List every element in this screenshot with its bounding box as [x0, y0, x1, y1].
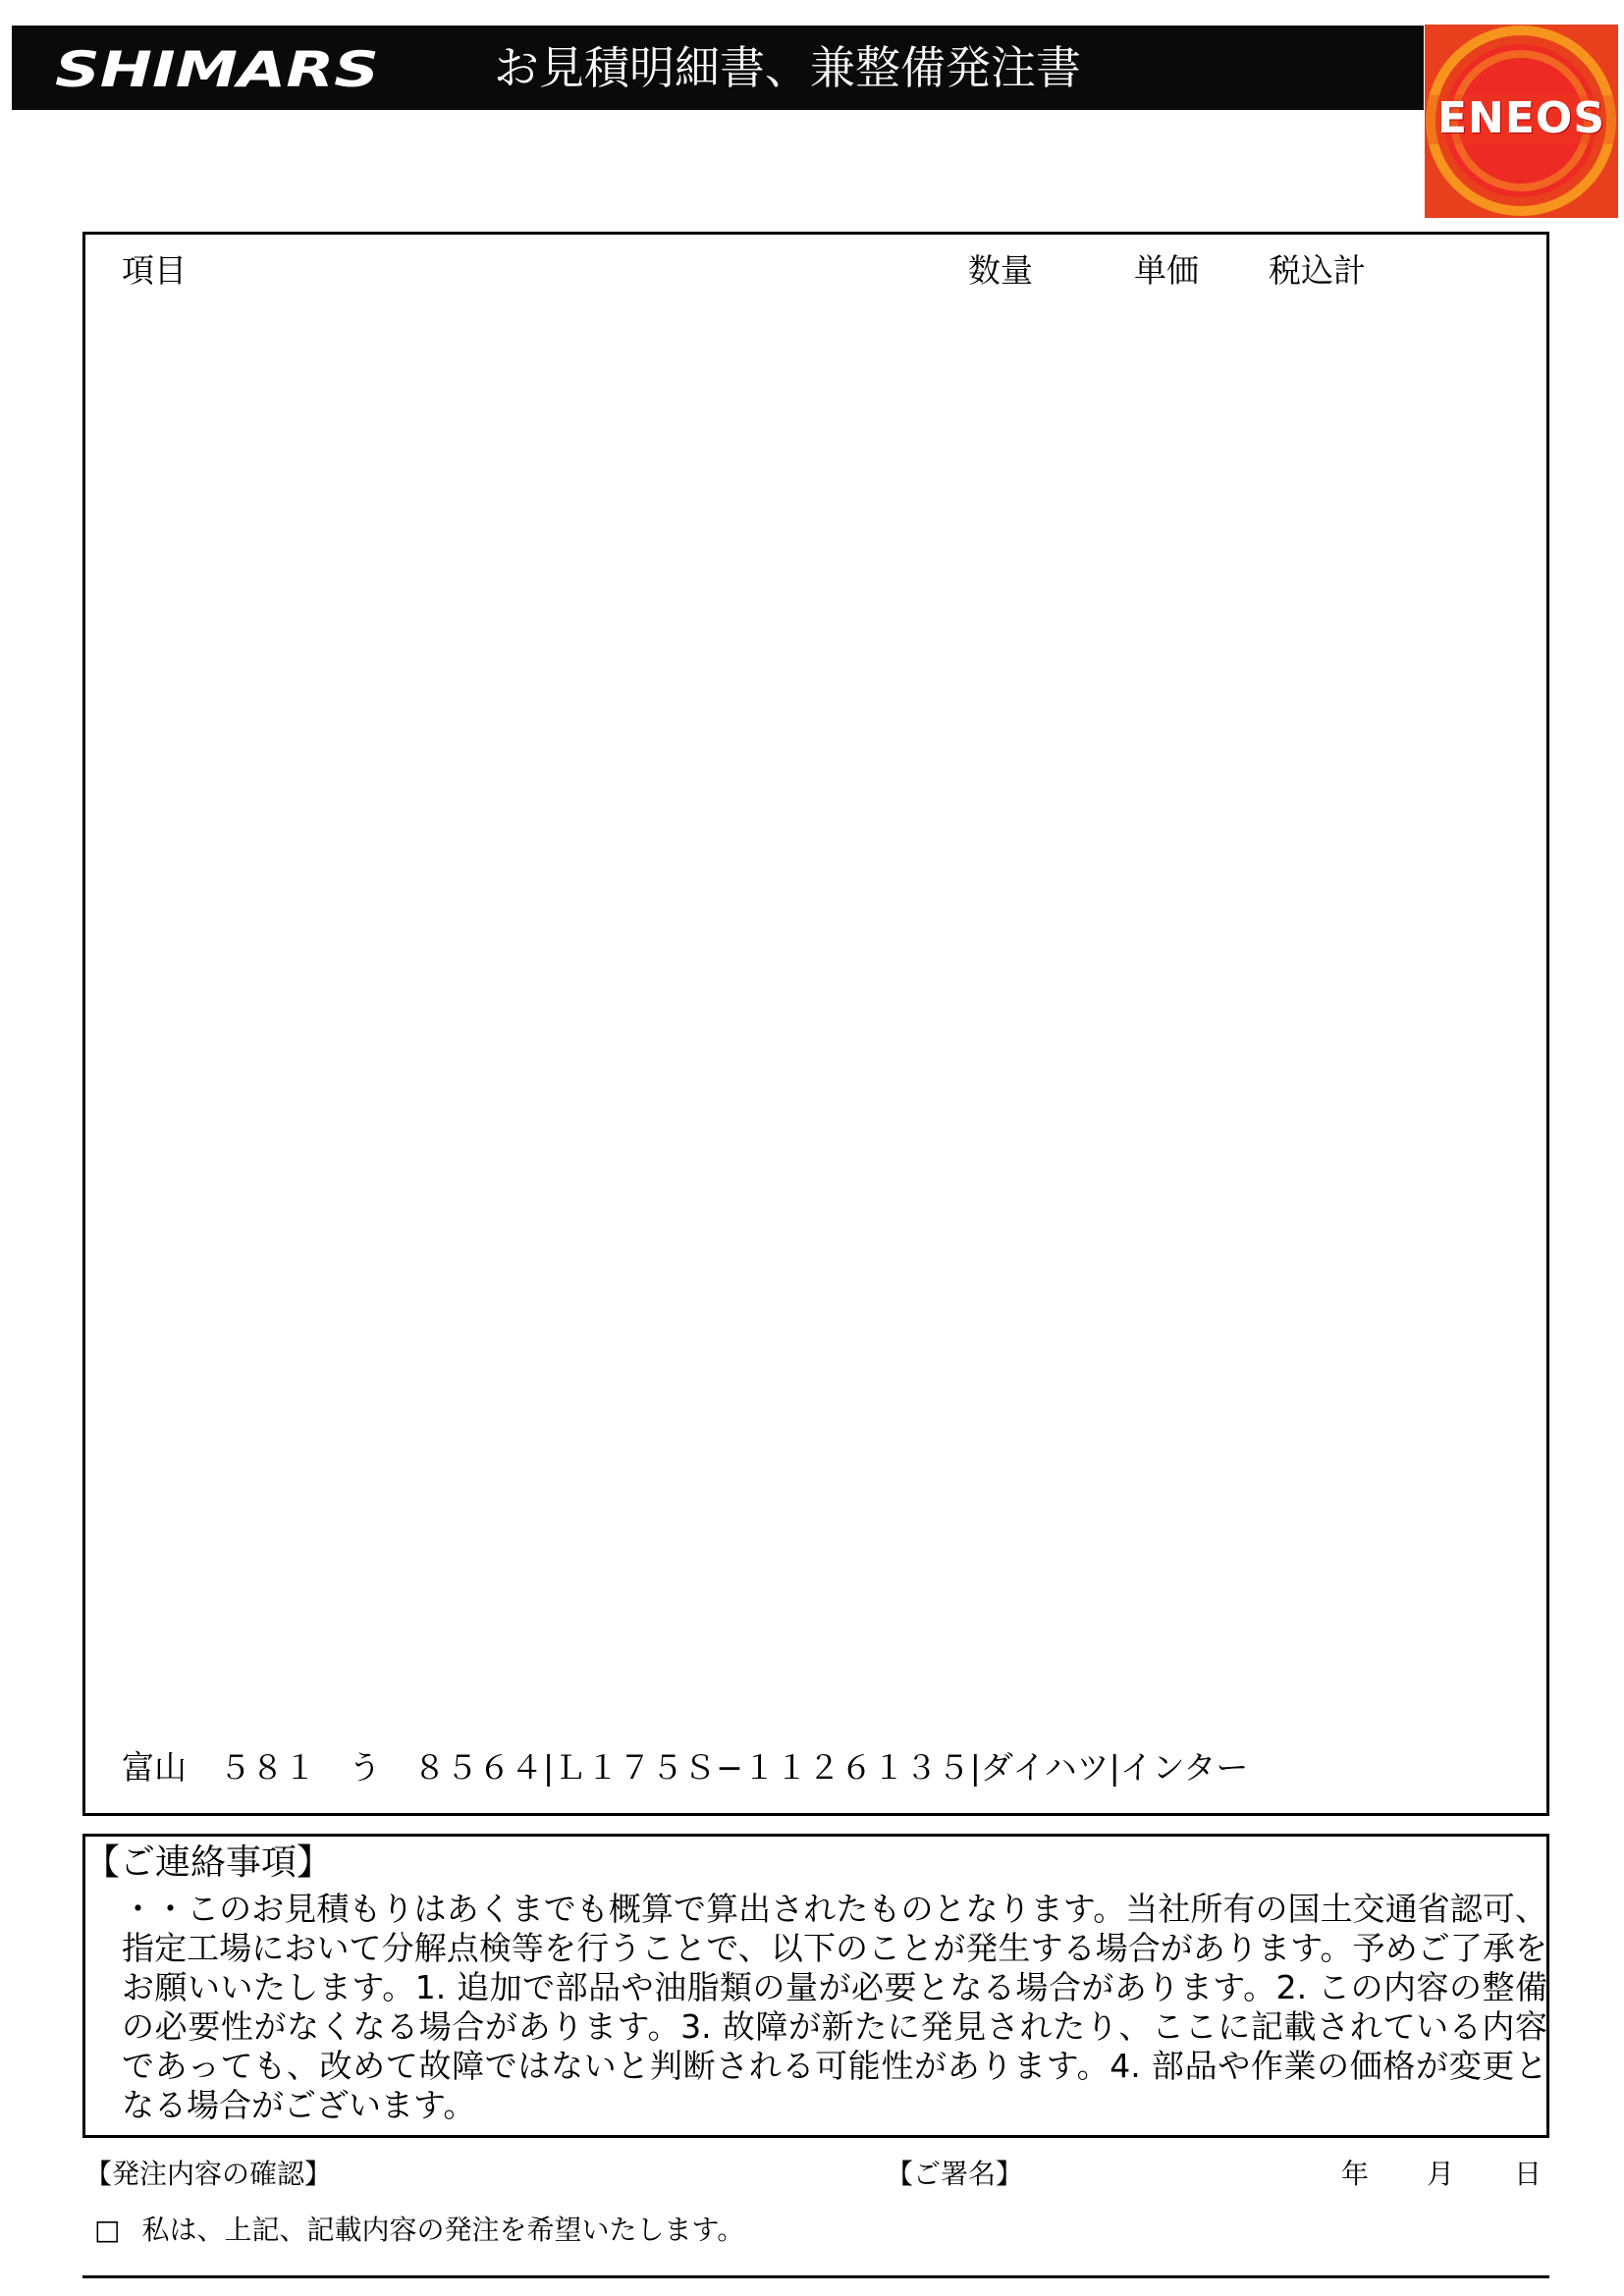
- column-header-quantity: 数量: [968, 251, 1033, 290]
- signature-label: 【ご署名】: [886, 2158, 1024, 2190]
- eneos-logo-text: ENEOS: [1436, 93, 1606, 143]
- brand-logo: [51, 37, 385, 98]
- notes-title: 【ご連絡事項】: [84, 1842, 333, 1883]
- signature-line: [82, 2275, 1549, 2278]
- items-table-frame: [82, 232, 1549, 1816]
- column-header-total-tax-incl: 税込計: [1269, 251, 1366, 290]
- notes-body: ・・このお見積もりはあくまでも概算で算出されたものとなります。当社所有の国土交通省認可、指定工場において分解点検等を行うことで、以下のことが発生する場合があります。予めご了承をお願いいたします。1. 追加で部品や油脂類の量が必要となる場合があります。2. この内容の整備の必要性がなくなる場合があります。3. 故障が新たに発見されたり、ここに記載されている内容であっても、改めて故障ではないと判断される可能性があります。4. 部品や作業の価格が変更となる場合がございます。: [122, 1890, 1547, 2124]
- column-header-item: 項目: [122, 251, 187, 290]
- order-confirmation-label: 【発注内容の確認】: [84, 2158, 333, 2190]
- document-title: お見積明細書、兼整備発注書: [494, 41, 1081, 94]
- brand-logo-text: SHIMARS: [55, 41, 379, 98]
- date-month-label: 月: [1427, 2158, 1455, 2190]
- date-day-label: 日: [1514, 2158, 1543, 2190]
- order-request-checkbox-row[interactable]: [94, 2213, 744, 2248]
- column-header-unit-price: 単価: [1134, 251, 1199, 290]
- vehicle-info: 富山 ５８１ う ８５６４|Ｌ１７５Ｓ−１１２６１３５|ダイハツ|インター: [122, 1748, 1249, 1787]
- order-request-text: 私は、上記、記載内容の発注を希望いたします。: [141, 2214, 745, 2246]
- date-year-label: 年: [1341, 2158, 1370, 2190]
- order-request-checkbox[interactable]: □: [94, 2214, 121, 2246]
